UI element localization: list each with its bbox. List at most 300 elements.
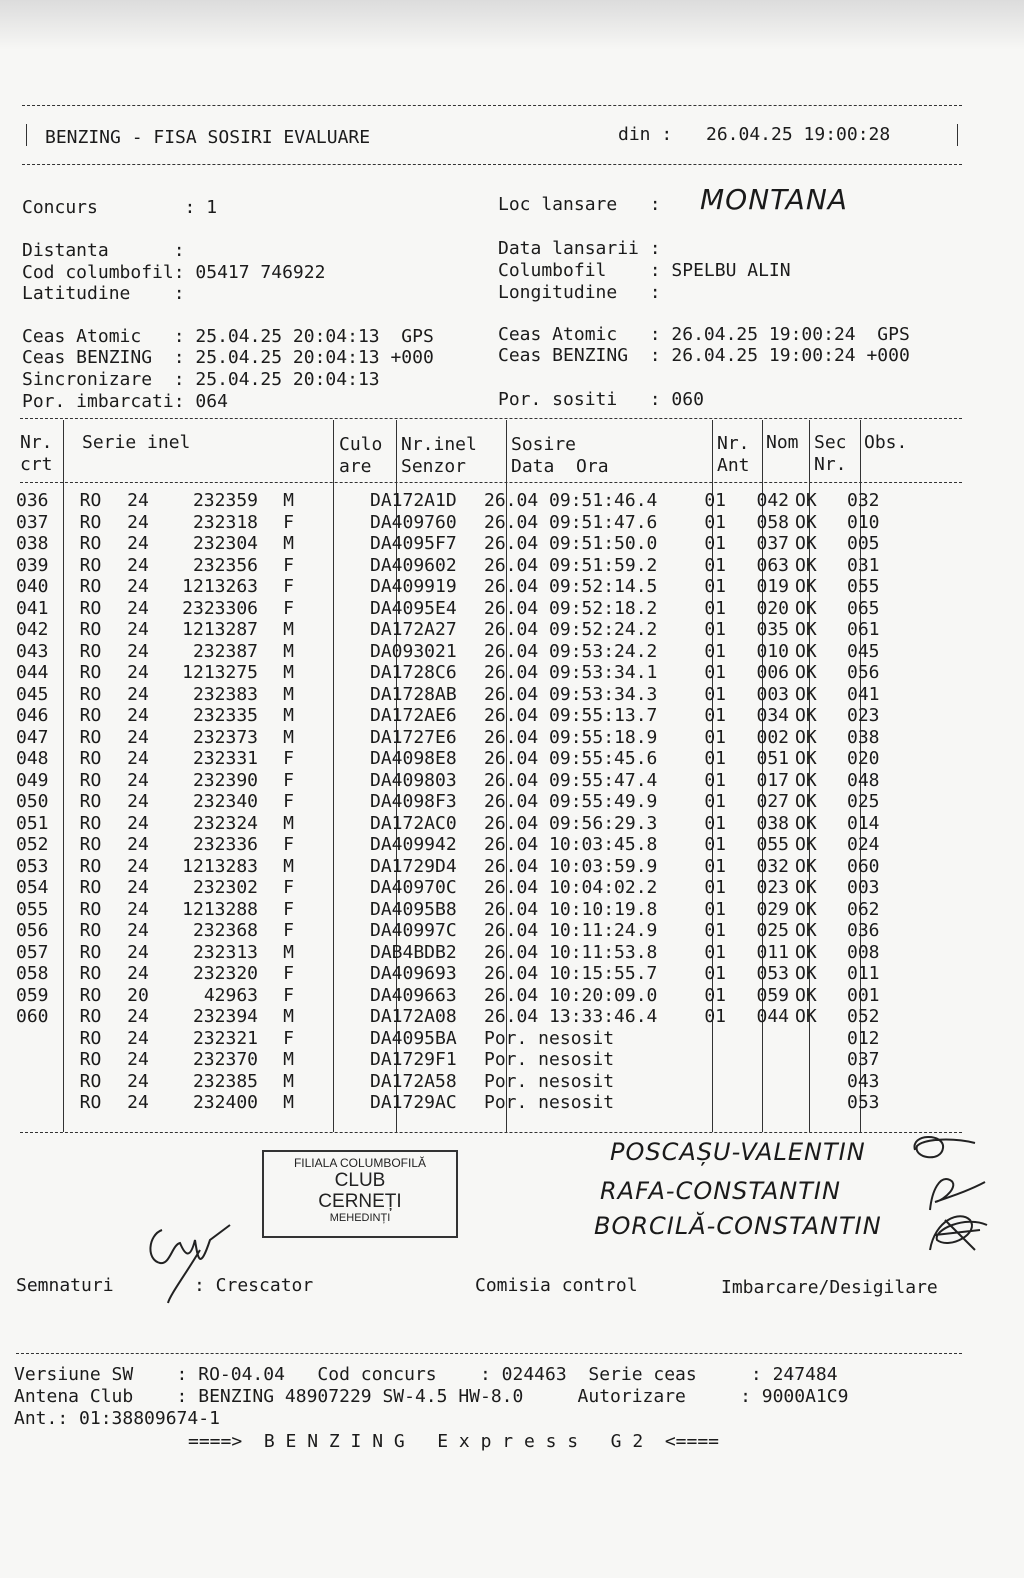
- columbofil-field: Columbofil : SPELBU ALIN: [498, 260, 791, 281]
- cell-senzor: DA1729D4: [370, 855, 457, 877]
- cell-obs: 060: [847, 855, 880, 877]
- cell-sex: M: [283, 619, 294, 640]
- cell-sec: OK: [795, 683, 817, 705]
- cell-ant: [686, 1092, 734, 1114]
- table-row: [16, 1071, 892, 1093]
- cell-sec: OK: [795, 748, 817, 769]
- sincronizare-field: Sincronizare : 25.04.25 20:04:13: [22, 369, 380, 390]
- cell-inel: 42963: [203, 984, 258, 1006]
- cell-an: 24: [127, 1027, 149, 1049]
- cell-obs: 012: [847, 1027, 880, 1049]
- cell-sex: M: [283, 640, 294, 662]
- cell-culoare: [300, 490, 366, 512]
- cell-an: 24: [127, 877, 149, 898]
- cell-obs: 045: [847, 640, 880, 662]
- table-row: [16, 899, 892, 921]
- cell-crt: 053: [16, 855, 49, 877]
- cell-inel: 232331: [192, 748, 258, 769]
- cell-tara: RO: [79, 705, 102, 726]
- cell-sosire: 26.04 09:51:59.2: [484, 554, 658, 576]
- cell-culoare: [300, 1092, 366, 1114]
- cell-inel: 232324: [192, 812, 258, 834]
- cell-an: 24: [127, 898, 149, 920]
- table-row: [16, 619, 892, 641]
- cell-an: 24: [127, 1049, 149, 1070]
- cell-crt: 048: [16, 748, 49, 769]
- cell-senzor: DA1727E6: [370, 726, 457, 748]
- cell-sosire: 26.04 10:11:53.8: [484, 941, 658, 963]
- cell-sec: OK: [795, 662, 817, 683]
- cell-senzor: DA172AC0: [370, 812, 457, 834]
- cell-crt: [16, 1028, 63, 1050]
- cell-culoare: [300, 576, 366, 598]
- cell-tara: RO: [79, 640, 102, 662]
- cell-ant: 01: [704, 834, 726, 855]
- cell-ant: [686, 1071, 734, 1093]
- cell-sex: F: [283, 877, 294, 898]
- cell-sex: M: [283, 1049, 294, 1070]
- cell-sosire: 26.04 09:56:29.3: [484, 812, 658, 834]
- table-header-rule: [20, 482, 962, 483]
- cell-crt: 059: [16, 984, 49, 1006]
- cell-inel: 232385: [192, 1070, 258, 1092]
- cell-sosire: 26.04 10:11:24.9: [484, 920, 658, 941]
- cell-crt: [16, 1092, 63, 1114]
- loc-lansare-handwritten: MONTANA: [700, 183, 848, 216]
- cell-nom: 038: [756, 812, 789, 834]
- cell-obs: 056: [847, 662, 880, 683]
- cell-sec: OK: [795, 920, 817, 941]
- cell-inel: 232335: [192, 705, 258, 726]
- cell-senzor: DA4098F3: [370, 791, 457, 812]
- cell-crt: 039: [16, 554, 49, 576]
- cell-culoare: [300, 533, 366, 555]
- cell-sec: [791, 1049, 843, 1071]
- cell-nom: [734, 1049, 791, 1071]
- cell-sec: OK: [795, 490, 817, 511]
- cell-inel: 232370: [192, 1049, 258, 1070]
- cell-nom: 051: [756, 748, 789, 769]
- table-row: [16, 598, 892, 620]
- cell-sex: M: [283, 490, 294, 511]
- cell-nom: 029: [756, 898, 789, 920]
- table-row: [16, 662, 892, 684]
- cell-culoare: [300, 705, 366, 727]
- cell-tara: RO: [79, 920, 102, 941]
- cell-senzor: DA409663: [370, 984, 457, 1006]
- cell-inel: 232394: [192, 1006, 258, 1027]
- cell-senzor: DA1729F1: [370, 1049, 457, 1070]
- cell-culoare: [300, 684, 366, 706]
- ceas-atomic-start: Ceas Atomic : 25.04.25 20:04:13 GPS: [22, 326, 434, 347]
- cell-sec: OK: [795, 963, 817, 984]
- cell-an: 24: [127, 855, 149, 877]
- table-row: [16, 490, 892, 512]
- cell-tara: RO: [79, 834, 102, 855]
- cell-sosire: Por. nesosit: [484, 1027, 615, 1049]
- cell-senzor: DA172A58: [370, 1070, 457, 1092]
- cell-crt: 050: [16, 791, 49, 812]
- header-obs: Obs.: [864, 432, 908, 453]
- cell-tara: RO: [79, 597, 102, 619]
- table-row: [16, 920, 892, 942]
- cell-sosire: 26.04 09:52:24.2: [484, 619, 658, 640]
- cell-nom: [734, 1092, 791, 1114]
- cell-inel: 232373: [192, 726, 258, 748]
- cell-obs: 048: [847, 769, 880, 791]
- comisia-control-label: Comisia control: [475, 1275, 638, 1296]
- cell-an: 24: [127, 619, 149, 640]
- cell-ant: 01: [704, 855, 726, 877]
- cell-ant: 01: [704, 705, 726, 726]
- cell-sex: F: [283, 791, 294, 812]
- cell-obs: 024: [847, 834, 880, 855]
- table-row: [16, 705, 892, 727]
- cell-ant: 01: [704, 533, 726, 554]
- cell-inel: 1213283: [182, 855, 258, 877]
- cell-nom: 059: [756, 984, 789, 1006]
- cell-sosire: 26.04 13:33:46.4: [484, 1006, 658, 1027]
- cell-sex: M: [283, 705, 294, 726]
- por-sositi-field: Por. sositi : 060: [498, 389, 704, 410]
- cell-senzor: DA1728AB: [370, 683, 457, 705]
- cell-senzor: DA093021: [370, 640, 457, 662]
- cell-senzor: DA409602: [370, 554, 457, 576]
- cell-senzor: DA4095E4: [370, 597, 457, 619]
- cell-nom: 053: [756, 963, 789, 984]
- table-row: [16, 877, 892, 899]
- table-row: [16, 856, 892, 878]
- cell-an: 24: [127, 1006, 149, 1027]
- cell-sosire: 26.04 09:51:47.6: [484, 511, 658, 533]
- table-row: [16, 963, 892, 985]
- cell-ant: 01: [704, 640, 726, 662]
- cell-an: 24: [127, 576, 149, 597]
- cell-obs: 065: [847, 597, 880, 619]
- cell-sosire: 26.04 09:52:18.2: [484, 597, 658, 619]
- cell-ant: 01: [704, 662, 726, 683]
- cell-nom: 034: [756, 705, 789, 726]
- table-row: [16, 576, 892, 598]
- cell-tara: RO: [79, 511, 102, 533]
- cell-sex: M: [283, 941, 294, 963]
- cell-culoare: [300, 899, 366, 921]
- handwritten-name-1: POSCAȘU-VALENTIN: [610, 1138, 866, 1166]
- header-sosire-2: Data Ora: [511, 456, 609, 477]
- cell-obs: 053: [847, 1092, 880, 1113]
- cell-crt: 051: [16, 812, 49, 834]
- cell-nom: 035: [756, 619, 789, 640]
- cell-senzor: DA172A27: [370, 619, 457, 640]
- cell-sosire: 26.04 09:51:46.4: [484, 490, 658, 511]
- cell-sosire: Por. nesosit: [484, 1092, 615, 1113]
- cell-sec: OK: [795, 554, 817, 576]
- header-sec-2: Nr.: [814, 454, 847, 475]
- cell-ant: 01: [704, 511, 726, 533]
- cell-sec: OK: [795, 877, 817, 898]
- cell-ant: 01: [704, 554, 726, 576]
- cell-an: 20: [127, 984, 149, 1006]
- cell-ant: 01: [704, 597, 726, 619]
- cell-senzor: DA40970C: [370, 877, 457, 898]
- cell-sex: F: [283, 1027, 294, 1049]
- cell-obs: 061: [847, 619, 880, 640]
- ceas-atomic-end: Ceas Atomic : 26.04.25 19:00:24 GPS: [498, 324, 910, 345]
- scan-top-shadow: [0, 0, 1024, 50]
- cell-sosire: 26.04 10:15:55.7: [484, 963, 658, 984]
- cell-obs: 041: [847, 683, 880, 705]
- semnaturi-label: Semnaturi: [16, 1275, 114, 1296]
- cell-an: 24: [127, 1092, 149, 1113]
- table-row: [16, 555, 892, 577]
- stamp-line-cerneti: CERNEȚI: [318, 1191, 402, 1212]
- cell-sex: F: [283, 769, 294, 791]
- cell-sec: OK: [795, 898, 817, 920]
- table-row: [16, 834, 892, 856]
- cell-inel: 232356: [192, 554, 258, 576]
- imbarcare-label: Imbarcare/Desigilare: [721, 1277, 938, 1298]
- cell-obs: 052: [847, 1006, 880, 1027]
- cell-obs: 036: [847, 920, 880, 941]
- cell-culoare: [300, 813, 366, 835]
- cell-inel: 232340: [192, 791, 258, 812]
- cell-ant: 01: [704, 963, 726, 984]
- cell-sec: [791, 1028, 843, 1050]
- cell-sec: OK: [795, 791, 817, 812]
- cell-obs: 055: [847, 576, 880, 597]
- cell-nom: 063: [756, 554, 789, 576]
- cell-inel: 232302: [192, 877, 258, 898]
- stamp-line-mehedinti: MEHEDINȚI: [329, 1212, 391, 1224]
- cell-culoare: [300, 770, 366, 792]
- cell-crt: [16, 1071, 63, 1093]
- cell-an: 24: [127, 769, 149, 791]
- cell-sosire: 26.04 09:51:50.0: [484, 533, 658, 554]
- cell-nom: 010: [756, 640, 789, 662]
- cell-senzor: DA172A08: [370, 1006, 457, 1027]
- print-date-value: 26.04.25 19:00:28: [706, 124, 891, 145]
- cell-obs: 014: [847, 812, 880, 834]
- cell-tara: RO: [79, 1027, 102, 1049]
- table-top-rule: [20, 418, 962, 419]
- cell-obs: 008: [847, 941, 880, 963]
- cell-tara: RO: [79, 1092, 102, 1113]
- footer-version-line: Versiune SW : RO-04.04 Cod concurs : 024463 Serie ceas : 247484: [14, 1364, 838, 1385]
- cell-obs: 031: [847, 554, 880, 576]
- cell-sex: F: [283, 748, 294, 769]
- header-culoare-2: are: [339, 456, 372, 477]
- cell-tara: RO: [79, 1006, 102, 1027]
- cell-culoare: [300, 1071, 366, 1093]
- header-nr-inel-1: Nr.inel: [401, 434, 477, 455]
- cell-sosire: 26.04 09:53:34.1: [484, 662, 658, 683]
- cell-ant: 01: [704, 619, 726, 640]
- cell-ant: 01: [704, 726, 726, 748]
- cell-sec: OK: [795, 511, 817, 533]
- cell-culoare: [300, 1049, 366, 1071]
- cell-sex: F: [283, 984, 294, 1006]
- club-stamp: [262, 1150, 458, 1238]
- header-nom: Nom: [766, 432, 799, 453]
- cell-ant: 01: [704, 683, 726, 705]
- cell-senzor: DA172AE6: [370, 705, 457, 726]
- cell-an: 24: [127, 748, 149, 769]
- cell-crt: 045: [16, 683, 49, 705]
- cell-crt: 056: [16, 920, 49, 941]
- table-row: [16, 641, 892, 663]
- cell-ant: 01: [704, 812, 726, 834]
- cell-crt: 046: [16, 705, 49, 726]
- cell-nom: 006: [756, 662, 789, 683]
- cell-ant: [686, 1049, 734, 1071]
- data-lansarii-field: Data lansarii :: [498, 238, 661, 259]
- cell-culoare: [300, 748, 366, 770]
- cell-obs: 005: [847, 533, 880, 554]
- cell-culoare: [300, 877, 366, 899]
- cell-crt: 054: [16, 877, 49, 898]
- cell-ant: 01: [704, 1006, 726, 1027]
- cell-ant: 01: [704, 490, 726, 511]
- cell-obs: 062: [847, 898, 880, 920]
- cell-culoare: [300, 727, 366, 749]
- cell-obs: 001: [847, 984, 880, 1006]
- cell-culoare: [300, 598, 366, 620]
- cell-culoare: [300, 619, 366, 641]
- cell-ant: 01: [704, 877, 726, 898]
- cell-nom: 025: [756, 920, 789, 941]
- cell-obs: 032: [847, 490, 880, 511]
- cell-an: 24: [127, 683, 149, 705]
- cell-senzor: DA1729AC: [370, 1092, 457, 1113]
- table-row: [16, 791, 892, 813]
- cell-sec: OK: [795, 619, 817, 640]
- cell-sec: OK: [795, 1006, 817, 1027]
- cell-an: 24: [127, 791, 149, 812]
- cell-crt: 040: [16, 576, 49, 597]
- header-nr-ant-1: Nr.: [717, 433, 750, 454]
- handwritten-name-2: RAFA-CONSTANTIN: [600, 1177, 841, 1205]
- cell-obs: 020: [847, 748, 880, 769]
- cell-sec: OK: [795, 576, 817, 597]
- cell-sec: OK: [795, 855, 817, 877]
- cell-sec: [791, 1092, 843, 1114]
- cell-an: 24: [127, 597, 149, 619]
- cell-crt: 043: [16, 640, 49, 662]
- longitudine-field: Longitudine :: [498, 282, 661, 303]
- header-nr-ant-2: Ant: [717, 455, 750, 476]
- cell-crt: 057: [16, 941, 49, 963]
- cell-senzor: DA1728C6: [370, 662, 457, 683]
- cell-inel: 232383: [192, 683, 258, 705]
- cell-tara: RO: [79, 554, 102, 576]
- cell-inel: 1213287: [182, 619, 258, 640]
- cell-ant: 01: [704, 898, 726, 920]
- cell-sosire: 26.04 09:52:14.5: [484, 576, 658, 597]
- cell-sex: M: [283, 812, 294, 834]
- cell-sex: F: [283, 898, 294, 920]
- stamp-line-club: CLUB: [334, 1170, 386, 1191]
- cell-crt: 037: [16, 511, 49, 533]
- cell-culoare: [300, 920, 366, 942]
- footer-rule: [16, 1353, 962, 1354]
- cell-crt: 052: [16, 834, 49, 855]
- cell-senzor: DA409693: [370, 963, 457, 984]
- cell-ant: 01: [704, 941, 726, 963]
- cell-an: 24: [127, 662, 149, 683]
- cell-sex: M: [283, 662, 294, 683]
- cell-sex: F: [283, 511, 294, 533]
- footer-ant-line: Ant.: 01:38809674-1: [14, 1408, 220, 1429]
- cell-ant: 01: [704, 769, 726, 791]
- handwritten-name-3: BORCILĂ-CONSTANTIN: [594, 1212, 882, 1240]
- cell-sex: M: [283, 855, 294, 877]
- cell-inel: 232387: [192, 640, 258, 662]
- cell-an: 24: [127, 963, 149, 984]
- cell-sosire: Por. nesosit: [484, 1049, 615, 1070]
- cell-culoare: [300, 856, 366, 878]
- cell-tara: RO: [79, 855, 102, 877]
- cell-sex: M: [283, 533, 294, 554]
- cell-nom: 058: [756, 511, 789, 533]
- cell-inel: 1213263: [182, 576, 258, 597]
- cell-inel: 2323306: [182, 597, 258, 619]
- cell-sosire: 26.04 10:03:45.8: [484, 834, 658, 855]
- cell-inel: 232368: [192, 920, 258, 941]
- cell-tara: RO: [79, 619, 102, 640]
- cell-crt: 041: [16, 597, 49, 619]
- cell-sec: OK: [795, 597, 817, 619]
- cell-culoare: [300, 963, 366, 985]
- cell-inel: 232321: [192, 1027, 258, 1049]
- cell-sosire: 26.04 09:55:49.9: [484, 791, 658, 812]
- stamp-line-filiala: FILIALA COLUMBOFILĂ: [293, 1156, 427, 1170]
- cell-sec: OK: [795, 640, 817, 662]
- cell-senzor: DA4095B8: [370, 898, 457, 920]
- cell-an: 24: [127, 726, 149, 748]
- cell-tara: RO: [79, 1070, 102, 1092]
- cell-nom: 020: [756, 597, 789, 619]
- cell-senzor: DA409760: [370, 511, 457, 533]
- cell-sosire: 26.04 09:55:47.4: [484, 769, 658, 791]
- ceas-benzing-end: Ceas BENZING : 26.04.25 19:00:24 +000: [498, 345, 910, 366]
- cell-crt: [16, 1049, 63, 1071]
- table-row: [16, 1006, 892, 1028]
- document-title: BENZING - FISA SOSIRI EVALUARE: [45, 127, 371, 148]
- header-nr-crt-2: crt: [20, 454, 53, 475]
- cell-inel: 232313: [192, 941, 258, 963]
- cell-inel: 232320: [192, 963, 258, 984]
- footer-antena-line: Antena Club : BENZING 48907229 SW-4.5 HW-8.0 Autorizare : 9000A1C9: [14, 1386, 849, 1407]
- cell-tara: RO: [79, 941, 102, 963]
- cell-sex: F: [283, 576, 294, 597]
- cell-nom: 032: [756, 855, 789, 877]
- cell-inel: 232390: [192, 769, 258, 791]
- cell-senzor: DA409803: [370, 769, 457, 791]
- cell-inel: 232400: [192, 1092, 258, 1113]
- header-sec-1: Sec: [814, 432, 847, 453]
- arrivals-table: [16, 490, 892, 1114]
- cell-sec: OK: [795, 769, 817, 791]
- cell-obs: 043: [847, 1070, 880, 1092]
- cell-sosire: 26.04 10:03:59.9: [484, 855, 658, 877]
- header-nr-crt-1: Nr.: [20, 432, 53, 453]
- cell-sosire: 26.04 09:53:34.3: [484, 683, 658, 705]
- cell-nom: 002: [756, 726, 789, 748]
- cell-senzor: DAB4BDB2: [370, 941, 457, 963]
- table-row: [16, 1028, 892, 1050]
- header-nr-inel-2: Senzor: [401, 456, 467, 477]
- por-imbarcati-field: Por. imbarcati: 064: [22, 391, 228, 412]
